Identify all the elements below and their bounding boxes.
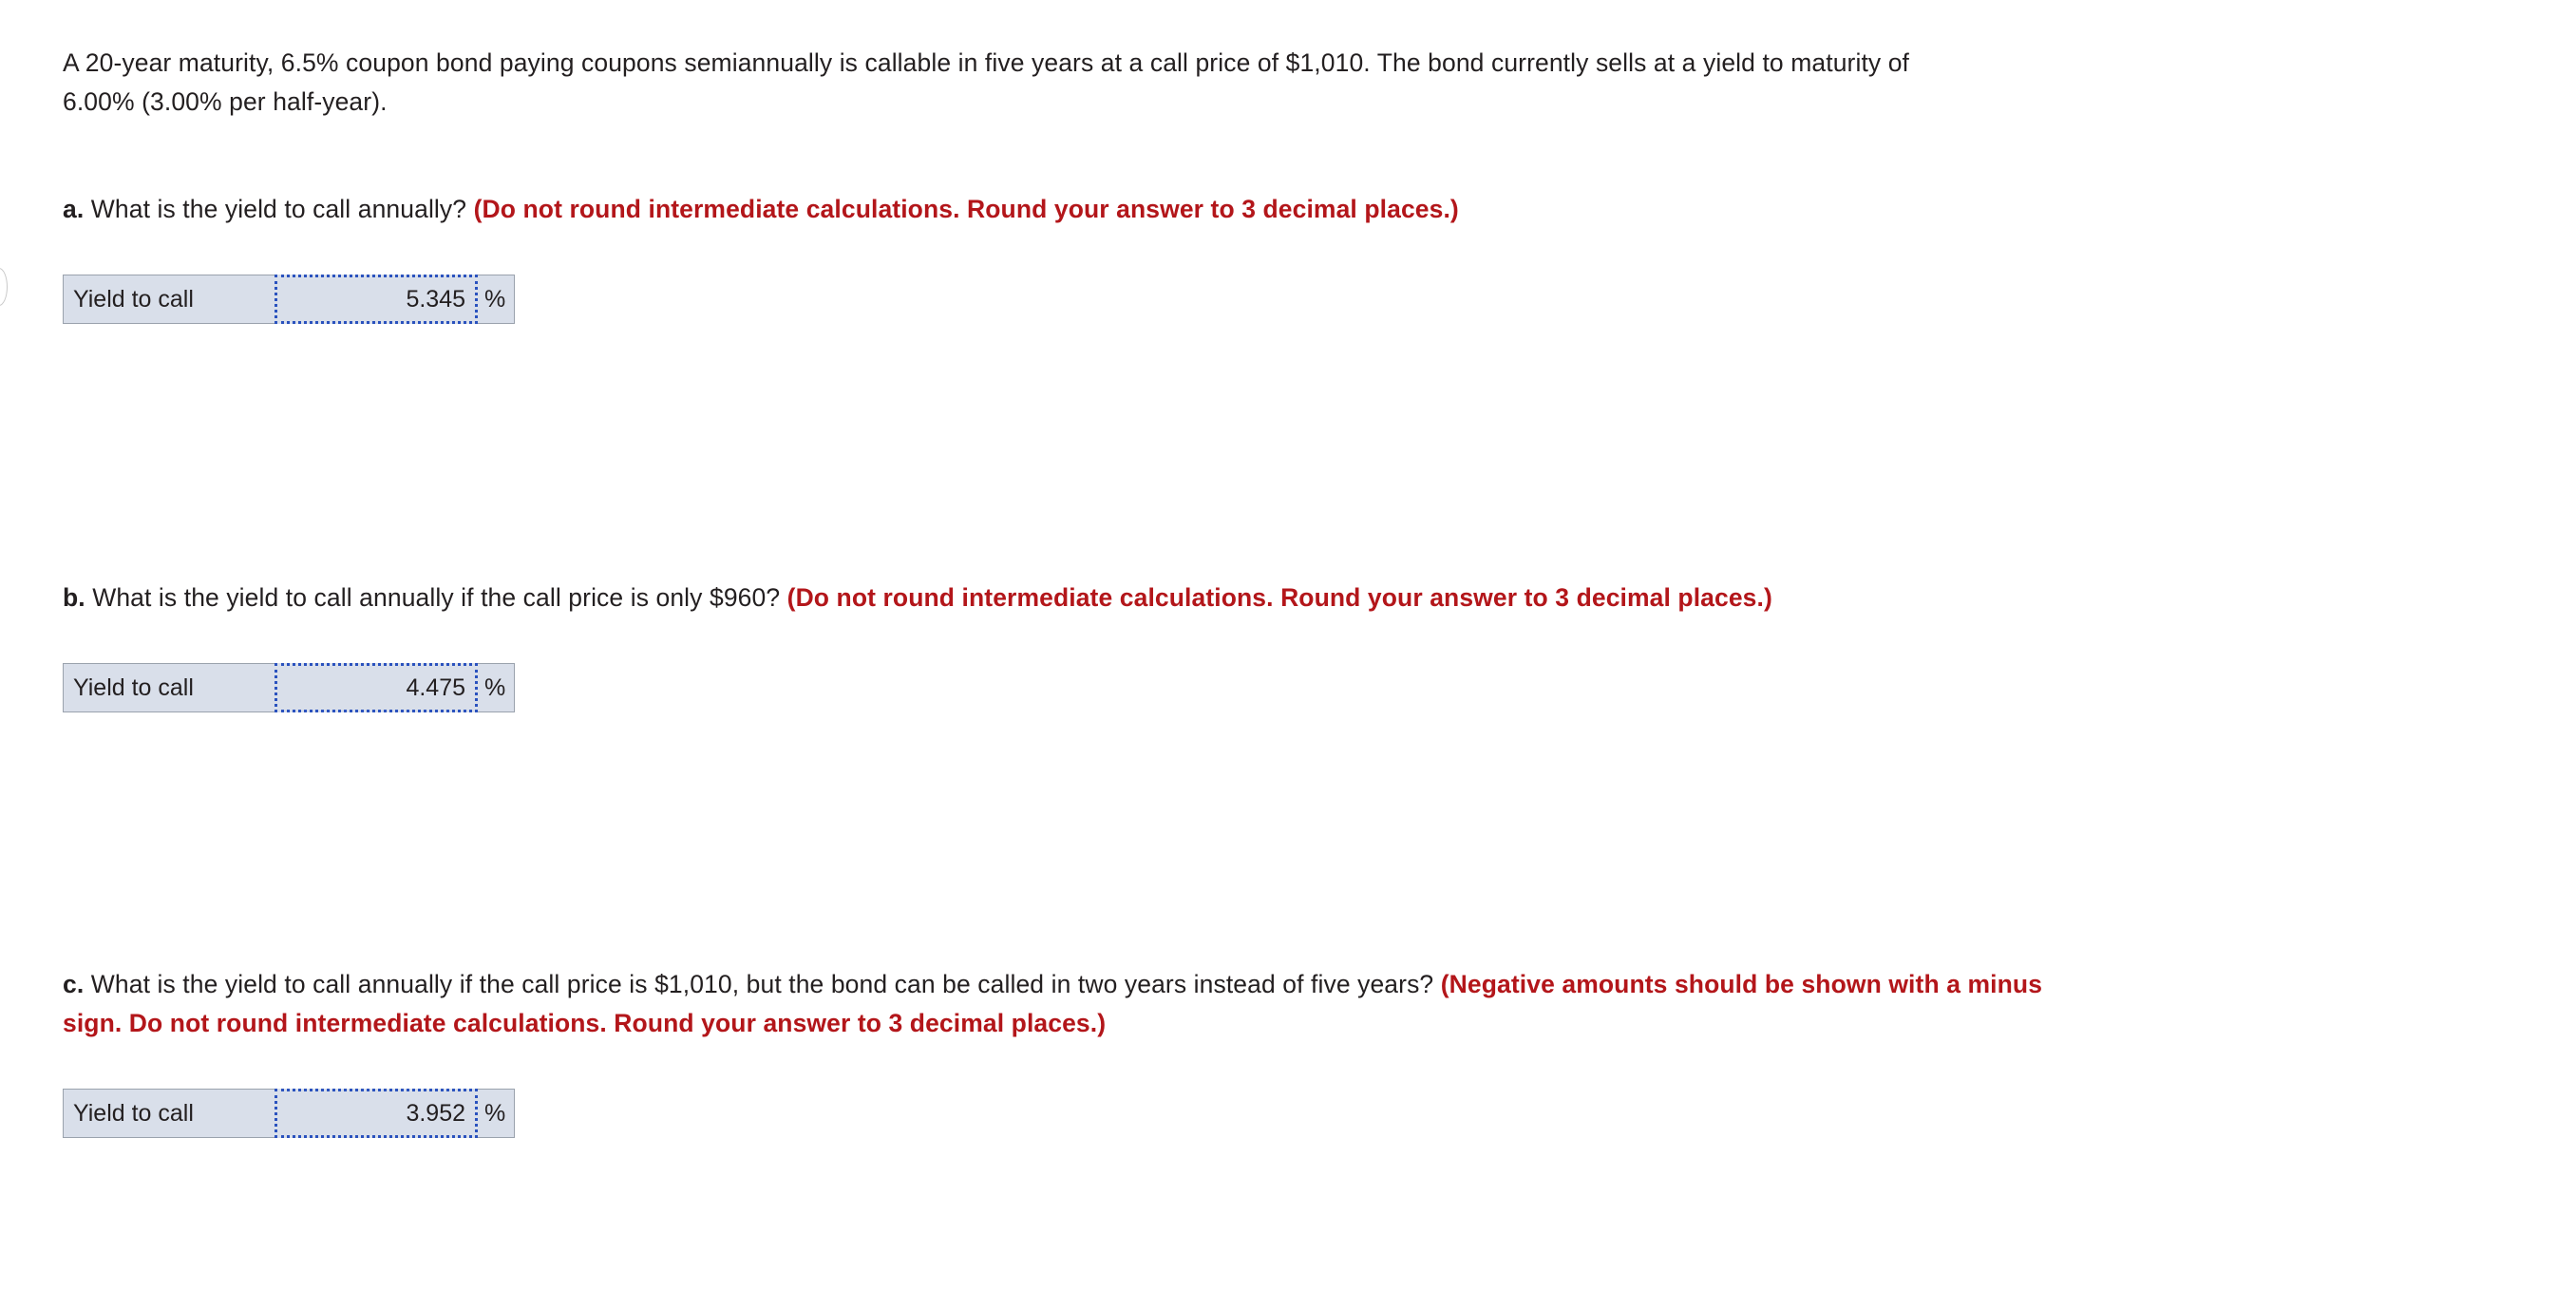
question-b-hint: (Do not round intermediate calculations. Round your answer to 3 decimal places.) [786,583,1772,613]
question-b [63,579,2072,617]
answer-c-label: Yield to call [73,1099,194,1127]
question-a-prompt: What is the yield to call annually? [90,195,467,224]
answer-c-unit: % [484,1099,506,1127]
question-c-hint: (Negative amounts should be shown with a minus sign. Do not round intermediate calculations. Round your answer to 3 decimal places.) [63,970,2043,1038]
scroll-handle-nub [0,268,8,306]
answer-a-label: Yield to call [73,285,194,313]
question-c [63,965,2072,1043]
question-a-letter: a. [63,195,85,224]
question-a [63,190,2072,229]
question-b-prompt: What is the yield to call annually if the call price is only $960? [92,583,781,613]
answer-b-input[interactable]: 4.475 [275,663,478,712]
answer-b-unit: % [484,673,506,701]
answer-a-unit: % [484,285,506,313]
answer-row-b[interactable] [63,663,515,712]
answer-row-a[interactable] [63,275,515,324]
problem-statement: A 20-year maturity, 6.5% coupon bond paying coupons semiannually is callable in five years at a call price of $1,010. The bond currently sells at a yield to maturity of 6.00% (3.00% per half-year). [63,48,1910,117]
answer-row-c[interactable] [63,1089,515,1138]
question-c-letter: c. [63,970,85,999]
answer-b-label: Yield to call [73,673,194,701]
question-a-hint: (Do not round intermediate calculations. Round your answer to 3 decimal places.) [473,195,1459,224]
question-b-letter: b. [63,583,85,613]
question-c-prompt: What is the yield to call annually if the call price is $1,010, but the bond can be called in two years instead of five years? [90,970,1434,999]
answer-c-input[interactable]: 3.952 [275,1089,478,1138]
answer-a-input[interactable]: 5.345 [275,275,478,324]
